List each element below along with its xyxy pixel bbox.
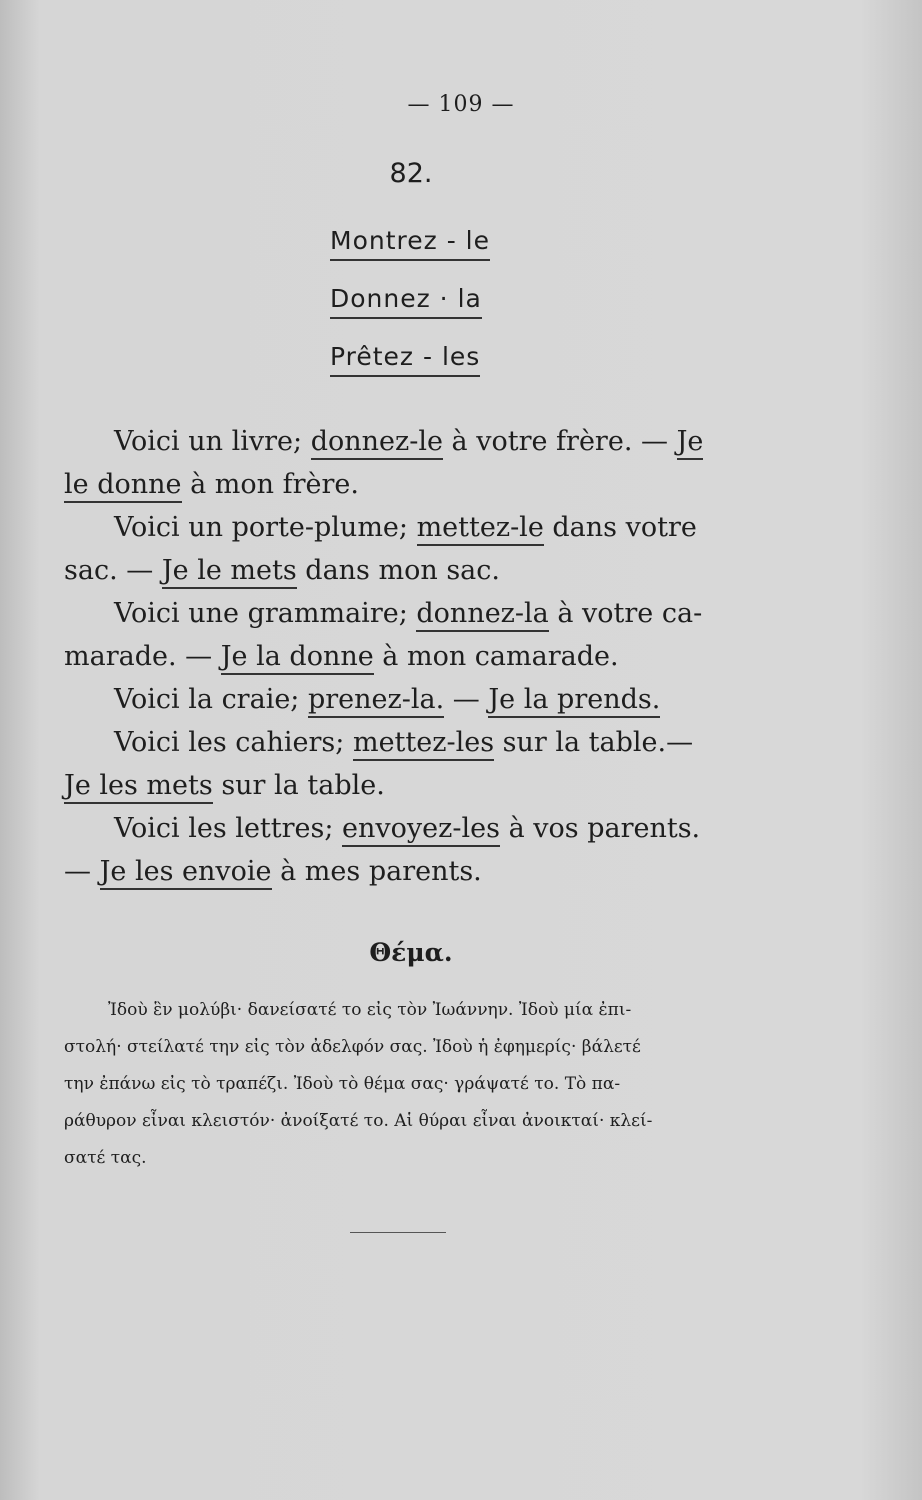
underlined-phrase: Je les mets [64,770,213,804]
underlined-phrase: donnez-la [416,598,548,632]
thema-title: Θέμα. [369,938,453,967]
exercise-line: Voici une grammaire; donnez-la à votre ca- [114,592,702,635]
exercise-line: marade. — Je la donne à mon camarade. [64,635,619,678]
underlined-phrase: mettez-les [353,727,494,761]
exercise-line: Voici les cahiers; mettez-les sur la table.— [114,721,693,764]
underlined-phrase: envoyez-les [342,813,500,847]
exercise-line: — Je les envoie à mes parents. [64,850,482,893]
greek-line: σατέ τας. [64,1148,147,1168]
greek-line: Ἰδοὺ ἓν μολύβι· δανείσατέ το εἰς τὸν Ἰωάννην. Ἰδοὺ μία ἐπι- [108,1000,632,1020]
underlined-phrase: Je la donne [221,641,374,675]
exercise-line: le donne à mon frère. [64,463,359,506]
underlined-phrase: mettez-le [417,512,544,546]
greek-line: την ἐπάνω εἰς τὸ τραπέζι. Ἰδοὺ τὸ θέμα σας· γράψατέ το. Τὸ πα- [64,1074,621,1094]
underlined-phrase: Je la prends. [488,684,660,718]
closing-rule [350,1232,446,1233]
lesson-number: 82. [389,158,433,189]
exercise-line: sac. — Je le mets dans mon sac. [64,549,500,592]
underlined-phrase: Je le mets [162,555,297,589]
heading-donnez-la: Donnez · la [330,284,482,319]
exercise-line: Voici un porte-plume; mettez-le dans votre [114,506,697,549]
exercise-line: Voici les lettres; envoyez-les à vos parents. [114,807,700,850]
underlined-phrase: Je les envoie [100,856,272,890]
heading-pretez-les: Prêtez - les [330,342,480,377]
underlined-phrase: donnez-le [311,426,443,460]
exercise-line: Je les mets sur la table. [64,764,385,807]
page-number: — 109 — [407,92,515,117]
exercise-line: Voici un livre; donnez-le à votre frère. — Je [114,420,703,463]
underlined-phrase: le donne [64,469,182,503]
greek-line: στολή· στείλατέ την εἰς τὸν ἀδελφόν σας. Ἰδοὺ ἡ ἐφημερίς· βάλετέ [64,1037,641,1057]
greek-line: ράθυρον εἶναι κλειστόν· ἀνοίξατέ το. Αἱ θύραι εἶναι ἀνοικταί· κλεί- [64,1111,653,1131]
heading-montrez-le: Montrez - le [330,226,490,261]
exercise-line: Voici la craie; prenez-la. — Je la prends. [114,678,660,721]
underlined-phrase: prenez-la. [308,684,444,718]
underlined-phrase: Je [677,426,704,460]
